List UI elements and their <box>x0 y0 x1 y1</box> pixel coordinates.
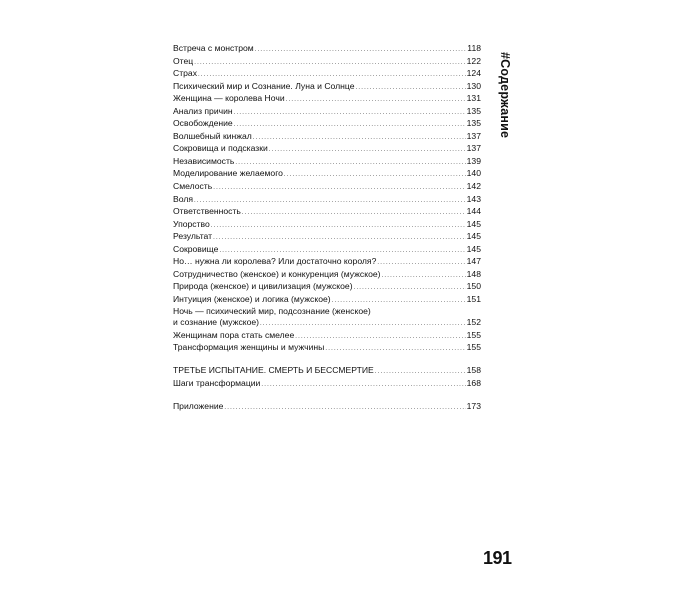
toc-entry[interactable] <box>173 231 481 244</box>
toc-entry-page: 148 <box>466 268 481 279</box>
toc-entry[interactable] <box>173 365 481 378</box>
toc-entry[interactable] <box>173 194 481 207</box>
toc-dot-leader <box>382 271 466 282</box>
toc-group-main-tail <box>173 330 481 355</box>
toc-entry-title: Но… нужна ли королева? Или достаточно короля? <box>173 256 377 267</box>
toc-entry-title: Страх <box>173 68 197 79</box>
toc-dot-leader <box>261 380 465 391</box>
toc-entry-title: Женщинам пора стать смелее <box>173 329 295 340</box>
toc-entry[interactable] <box>173 294 481 307</box>
toc-entry[interactable] <box>173 219 481 232</box>
toc-dot-leader <box>332 296 466 307</box>
toc-entry[interactable] <box>173 244 481 257</box>
toc-entry-page: 145 <box>466 218 481 229</box>
toc-entry-title: Освобождение <box>173 118 233 129</box>
toc-entry-page: 173 <box>466 400 481 411</box>
toc-entry-page: 135 <box>466 105 481 116</box>
toc-dot-leader <box>213 233 466 244</box>
toc-dot-leader <box>269 145 466 156</box>
toc-entry-page: 124 <box>466 68 481 79</box>
toc-group-main <box>173 43 481 306</box>
side-title-text: #Содержание <box>498 52 512 139</box>
toc-entry-title: Природа (женское) и цивилизация (мужское) <box>173 281 353 292</box>
toc-dot-leader <box>211 221 466 232</box>
toc-entry-title: Упорство <box>173 218 210 229</box>
toc-entry-page: 142 <box>466 181 481 192</box>
toc-entry-title: Воля <box>173 193 193 204</box>
toc-entry-page: 151 <box>466 293 481 304</box>
toc-entry-title: ТРЕТЬЕ ИСПЫТАНИЕ. СМЕРТЬ И БЕССМЕРТИЕ <box>173 365 374 376</box>
toc-entry-title: Сокровища и подсказки <box>173 143 268 154</box>
toc-entry-title: Анализ причин <box>173 105 233 116</box>
toc-entry-page: 145 <box>466 243 481 254</box>
toc-entry-title: Психический мир и Сознание. Луна и Солнце <box>173 80 355 91</box>
toc-entry-page: 140 <box>466 168 481 179</box>
toc-entry-page: 135 <box>466 118 481 129</box>
toc-entry-title: Сотрудничество (женское) и конкуренция (мужское) <box>173 268 381 279</box>
toc-entry-title: Ответственность <box>173 206 241 217</box>
toc-entry-page: 137 <box>466 143 481 154</box>
toc-entry[interactable] <box>173 131 481 144</box>
toc-entry[interactable] <box>173 43 481 56</box>
toc-dot-leader <box>234 120 466 131</box>
toc-dot-leader <box>260 319 466 330</box>
toc-entry[interactable] <box>173 56 481 69</box>
toc-dot-leader <box>253 133 466 144</box>
toc-entry[interactable] <box>173 342 481 355</box>
toc-entry-page: 155 <box>466 329 481 340</box>
toc-entry-page: 145 <box>466 231 481 242</box>
page-number: 191 <box>483 548 512 568</box>
toc-entry[interactable] <box>173 106 481 119</box>
toc-dot-leader <box>242 208 466 219</box>
toc-entry[interactable] <box>173 118 481 131</box>
toc-entry-title: Трансформация женщины и мужчины <box>173 342 325 353</box>
toc-entry[interactable] <box>173 330 481 343</box>
toc-entry-page: 158 <box>466 365 481 376</box>
toc-entry-title-line1: Ночь — психический мир, подсознание (женское) <box>173 306 371 317</box>
toc-entry-title: Независимость <box>173 155 235 166</box>
toc-entry-page: 143 <box>466 193 481 204</box>
toc-dot-leader <box>235 158 465 169</box>
toc-entry[interactable] <box>173 168 481 181</box>
toc-dot-leader <box>198 70 466 81</box>
toc-entry-title: Результат <box>173 231 213 242</box>
toc-entry-title: Встреча с монстром <box>173 43 254 53</box>
toc-entry[interactable] <box>173 181 481 194</box>
toc-dot-leader <box>375 367 466 378</box>
toc-dot-leader <box>224 403 465 414</box>
toc-dot-leader <box>286 95 466 106</box>
toc-entry-title: Волшебный кинжал <box>173 130 252 141</box>
toc-dot-leader <box>325 344 465 355</box>
toc-entry-page: 131 <box>466 93 481 104</box>
toc-entry[interactable] <box>173 401 481 414</box>
toc-entry[interactable] <box>173 378 481 391</box>
toc-entry-title: Отец <box>173 55 194 66</box>
toc-entry-page: 168 <box>466 377 481 388</box>
toc-entry[interactable] <box>173 256 481 269</box>
toc-group-third-trial <box>173 365 481 390</box>
toc-entry-multiline[interactable] <box>173 306 481 329</box>
toc-entry-title: Смелость <box>173 181 213 192</box>
toc-entry[interactable] <box>173 156 481 169</box>
toc-entry-title: Сокровище <box>173 243 219 254</box>
toc-dot-leader <box>234 108 466 119</box>
toc-entry-page: 150 <box>466 281 481 292</box>
toc-entry[interactable] <box>173 281 481 294</box>
toc-entry-title: Приложение <box>173 400 224 411</box>
toc-dot-leader <box>194 58 465 69</box>
toc-entry-page: 155 <box>466 342 481 353</box>
toc-entry-page: 144 <box>466 206 481 217</box>
toc-group-appendix <box>173 401 481 414</box>
toc-dot-leader <box>194 196 466 207</box>
toc-dot-leader <box>354 283 466 294</box>
toc-entry[interactable] <box>173 269 481 282</box>
toc-entry-page: 137 <box>466 130 481 141</box>
toc-dot-leader <box>356 83 466 94</box>
toc-dot-leader <box>219 246 465 257</box>
toc-entry-page: 152 <box>466 317 481 328</box>
group-spacer <box>173 390 481 401</box>
group-spacer <box>173 355 481 366</box>
toc-dot-leader <box>295 332 465 343</box>
toc-dot-leader <box>377 258 465 269</box>
toc-dot-leader <box>255 45 467 56</box>
toc-entry[interactable] <box>173 206 481 219</box>
section-side-title <box>497 52 513 152</box>
toc-dot-leader <box>213 183 465 194</box>
toc-entry[interactable] <box>173 93 481 106</box>
toc-entry-page: 122 <box>466 55 481 66</box>
toc-entry[interactable] <box>173 143 481 156</box>
toc-entry-page: 147 <box>466 256 481 267</box>
toc-entry-title: Шаги трансформации <box>173 377 261 388</box>
toc-entry[interactable] <box>173 68 481 81</box>
toc-entry-title: Интуиция (женское) и логика (мужское) <box>173 293 331 304</box>
toc-entry[interactable] <box>173 81 481 94</box>
toc-entry-page: 139 <box>466 155 481 166</box>
table-of-contents <box>173 43 481 413</box>
toc-entry-title: Женщина — королева Ночи <box>173 93 285 104</box>
toc-entry-title: Моделирование желаемого <box>173 168 283 179</box>
toc-entry-title-line2: и сознание (мужское) <box>173 317 260 328</box>
toc-dot-leader <box>284 170 466 181</box>
toc-entry-page: 130 <box>466 80 481 91</box>
toc-entry-page: 118 <box>467 43 481 53</box>
